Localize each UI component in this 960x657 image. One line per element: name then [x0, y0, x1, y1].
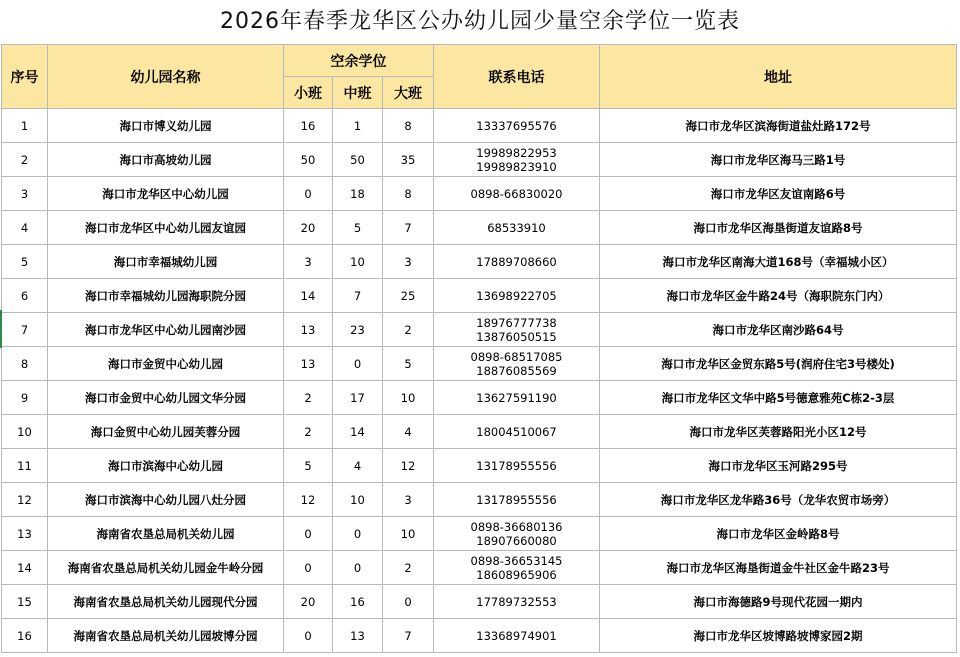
cell-small[interactable]: 16 [284, 109, 333, 143]
cell-name[interactable]: 海口市龙华区中心幼儿园友谊园 [48, 211, 284, 245]
header-vacancy: 空余学位 [284, 45, 434, 77]
cell-small[interactable]: 14 [284, 279, 333, 313]
cell-address[interactable]: 海口市龙华区金牛路24号（海职院东门内） [600, 279, 957, 313]
cell-phone[interactable] [434, 313, 600, 347]
cell-seq[interactable]: 10 [2, 415, 48, 449]
cell-address[interactable]: 海口市龙华区龙华路36号（龙华农贸市场旁） [600, 483, 957, 517]
cell-seq[interactable]: 3 [2, 177, 48, 211]
page-title: 2026年春季龙华区公办幼儿园少量空余学位一览表 [220, 9, 740, 34]
phone-number: 17789732553 [476, 594, 557, 609]
cell-seq[interactable]: 12 [2, 483, 48, 517]
phone-number: 13178955556 [476, 458, 557, 473]
cell-seq[interactable]: 13 [2, 517, 48, 551]
cell-middle[interactable]: 1 [333, 109, 383, 143]
phone-number: 18876085569 [476, 363, 557, 378]
phone-number: 13368974901 [476, 628, 557, 643]
cell-name[interactable]: 海南省农垦总局机关幼儿园 [48, 517, 284, 551]
cell-small[interactable]: 0 [284, 551, 333, 585]
phone-number: 0898-36680136 [470, 519, 563, 534]
cell-large[interactable]: 3 [383, 245, 434, 279]
cell-name[interactable]: 海南省农垦总局机关幼儿园金牛岭分园 [48, 551, 284, 585]
phone-number: 13698922705 [476, 288, 557, 303]
cell-address[interactable]: 海口市龙华区金岭路8号 [600, 517, 957, 551]
cell-phone[interactable] [434, 279, 600, 313]
cell-address[interactable]: 海口市海德路9号现代花园一期内 [600, 585, 957, 619]
cell-middle[interactable]: 0 [333, 551, 383, 585]
cell-small[interactable]: 13 [284, 313, 333, 347]
cell-name[interactable]: 海南省农垦总局机关幼儿园坡博分园 [48, 619, 284, 653]
cell-large[interactable]: 25 [383, 279, 434, 313]
cell-address[interactable]: 海口市龙华区坡博路坡博家园2期 [600, 619, 957, 653]
cell-large[interactable]: 3 [383, 483, 434, 517]
cell-seq[interactable]: 16 [2, 619, 48, 653]
table-row[interactable] [2, 177, 957, 211]
table-row[interactable] [2, 415, 957, 449]
header-small: 小班 [284, 77, 333, 109]
cell-small[interactable]: 2 [284, 415, 333, 449]
cell-seq[interactable]: 11 [2, 449, 48, 483]
table-row[interactable] [2, 279, 957, 313]
cell-name[interactable]: 海口市高坡幼儿园 [48, 143, 284, 177]
cell-name[interactable]: 海口金贸中心幼儿园芙蓉分园 [48, 415, 284, 449]
vacancy-table [1, 44, 957, 653]
cell-middle[interactable]: 7 [333, 279, 383, 313]
cell-address[interactable]: 海口市龙华区海垦街道友谊路8号 [600, 211, 957, 245]
cell-small[interactable]: 2 [284, 381, 333, 415]
cell-phone[interactable] [434, 177, 600, 211]
cell-large[interactable]: 8 [383, 109, 434, 143]
cell-large[interactable]: 4 [383, 415, 434, 449]
cell-name[interactable]: 海口市龙华区中心幼儿园南沙园 [48, 313, 284, 347]
cell-large[interactable]: 7 [383, 211, 434, 245]
cell-name[interactable]: 海口市滨海中心幼儿园 [48, 449, 284, 483]
cell-large[interactable]: 5 [383, 347, 434, 381]
cell-middle[interactable]: 13 [333, 619, 383, 653]
table-row[interactable] [2, 211, 957, 245]
cell-name[interactable]: 海口市滨海中心幼儿园八灶分园 [48, 483, 284, 517]
table-row[interactable] [2, 109, 957, 143]
table-row[interactable] [2, 483, 957, 517]
cell-phone[interactable] [434, 483, 600, 517]
table-row[interactable] [2, 517, 957, 551]
header-address: 地址 [600, 45, 957, 109]
header-large: 大班 [383, 77, 434, 109]
cell-phone[interactable] [434, 415, 600, 449]
phone-number: 18976777738 [476, 315, 557, 330]
cell-seq[interactable]: 4 [2, 211, 48, 245]
table-row[interactable] [2, 313, 957, 347]
phone-number: 13178955556 [476, 492, 557, 507]
table-row[interactable] [2, 143, 957, 177]
cell-middle[interactable]: 16 [333, 585, 383, 619]
cell-address[interactable]: 海口市龙华区南海大道168号（幸福城小区） [600, 245, 957, 279]
cell-phone[interactable] [434, 211, 600, 245]
cell-address[interactable]: 海口市龙华区玉河路295号 [600, 449, 957, 483]
header-middle: 中班 [333, 77, 383, 109]
phone-number: 68533910 [487, 220, 546, 235]
cell-seq[interactable]: 5 [2, 245, 48, 279]
cell-phone[interactable] [434, 517, 600, 551]
cell-middle[interactable]: 17 [333, 381, 383, 415]
cell-seq[interactable]: 7 [2, 313, 48, 347]
phone-number: 18004510067 [476, 424, 557, 439]
table-row[interactable] [2, 619, 957, 653]
cell-name[interactable]: 海口市金贸中心幼儿园 [48, 347, 284, 381]
cell-name[interactable]: 海口市金贸中心幼儿园文华分园 [48, 381, 284, 415]
phone-number: 18907660080 [476, 533, 557, 548]
table-row[interactable] [2, 381, 957, 415]
cell-small[interactable]: 13 [284, 347, 333, 381]
cell-phone[interactable] [434, 245, 600, 279]
row-selection-marker [0, 310, 2, 348]
phone-number: 13876050515 [476, 329, 557, 344]
cell-seq[interactable]: 8 [2, 347, 48, 381]
phone-number: 17889708660 [476, 254, 557, 269]
cell-phone[interactable] [434, 551, 600, 585]
cell-phone[interactable] [434, 585, 600, 619]
phone-number: 18608965906 [476, 567, 557, 582]
cell-middle[interactable]: 10 [333, 245, 383, 279]
header-seq: 序号 [2, 45, 48, 109]
cell-address[interactable]: 海口市龙华区金贸东路5号(润府住宅3号楼处) [600, 347, 957, 381]
cell-address[interactable]: 海口市龙华区海垦街道金牛社区金牛路23号 [600, 551, 957, 585]
cell-phone[interactable] [434, 381, 600, 415]
cell-address[interactable]: 海口市龙华区滨海街道盐灶路172号 [600, 109, 957, 143]
cell-large[interactable]: 8 [383, 177, 434, 211]
cell-large[interactable]: 35 [383, 143, 434, 177]
phone-number: 19989822953 [476, 145, 557, 160]
cell-address[interactable]: 海口市龙华区海马三路1号 [600, 143, 957, 177]
table-row[interactable] [2, 551, 957, 585]
phone-number: 19989823910 [476, 159, 557, 174]
cell-seq[interactable]: 9 [2, 381, 48, 415]
cell-seq[interactable]: 6 [2, 279, 48, 313]
cell-large[interactable]: 0 [383, 585, 434, 619]
cell-phone[interactable] [434, 347, 600, 381]
cell-large[interactable]: 10 [383, 381, 434, 415]
cell-seq[interactable]: 1 [2, 109, 48, 143]
phone-number: 13627591190 [476, 390, 557, 405]
cell-small[interactable]: 0 [284, 619, 333, 653]
cell-phone[interactable] [434, 143, 600, 177]
cell-small[interactable]: 12 [284, 483, 333, 517]
cell-large[interactable]: 2 [383, 551, 434, 585]
cell-phone[interactable] [434, 109, 600, 143]
table-row[interactable] [2, 245, 957, 279]
header-phone: 联系电话 [434, 45, 600, 109]
cell-middle[interactable]: 50 [333, 143, 383, 177]
cell-middle[interactable]: 4 [333, 449, 383, 483]
table-row[interactable] [2, 585, 957, 619]
cell-large[interactable]: 10 [383, 517, 434, 551]
table-row[interactable] [2, 449, 957, 483]
cell-small[interactable]: 0 [284, 177, 333, 211]
cell-middle[interactable]: 23 [333, 313, 383, 347]
cell-address[interactable]: 海口市龙华区友谊南路6号 [600, 177, 957, 211]
cell-name[interactable]: 海南省农垦总局机关幼儿园现代分园 [48, 585, 284, 619]
table-row[interactable] [2, 347, 957, 381]
cell-middle[interactable]: 18 [333, 177, 383, 211]
cell-middle[interactable]: 10 [333, 483, 383, 517]
cell-name[interactable]: 海口市幸福城幼儿园 [48, 245, 284, 279]
cell-phone[interactable] [434, 449, 600, 483]
cell-name[interactable]: 海口市幸福城幼儿园海职院分园 [48, 279, 284, 313]
phone-number: 0898-36653145 [470, 553, 563, 568]
cell-small[interactable]: 0 [284, 517, 333, 551]
cell-middle[interactable]: 0 [333, 347, 383, 381]
cell-seq[interactable]: 2 [2, 143, 48, 177]
cell-middle[interactable]: 0 [333, 517, 383, 551]
cell-phone[interactable] [434, 619, 600, 653]
cell-middle[interactable]: 14 [333, 415, 383, 449]
table-body [2, 109, 957, 653]
phone-number: 13337695576 [476, 118, 557, 133]
phone-number: 0898-66830020 [470, 186, 563, 201]
cell-address[interactable]: 海口市龙华区芙蓉路阳光小区12号 [600, 415, 957, 449]
cell-large[interactable]: 7 [383, 619, 434, 653]
cell-small[interactable]: 3 [284, 245, 333, 279]
cell-large[interactable]: 12 [383, 449, 434, 483]
cell-small[interactable]: 50 [284, 143, 333, 177]
phone-number: 0898-68517085 [470, 349, 563, 364]
cell-small[interactable]: 20 [284, 211, 333, 245]
header-name: 幼儿园名称 [48, 45, 284, 109]
cell-seq[interactable]: 15 [2, 585, 48, 619]
cell-small[interactable]: 5 [284, 449, 333, 483]
cell-name[interactable]: 海口市龙华区中心幼儿园 [48, 177, 284, 211]
cell-small[interactable]: 20 [284, 585, 333, 619]
cell-middle[interactable]: 5 [333, 211, 383, 245]
cell-seq[interactable]: 14 [2, 551, 48, 585]
cell-address[interactable]: 海口市龙华区南沙路64号 [600, 313, 957, 347]
cell-address[interactable]: 海口市龙华区文华中路5号德意雅苑C栋2-3层 [600, 381, 957, 415]
cell-name[interactable]: 海口市博义幼儿园 [48, 109, 284, 143]
cell-large[interactable]: 2 [383, 313, 434, 347]
